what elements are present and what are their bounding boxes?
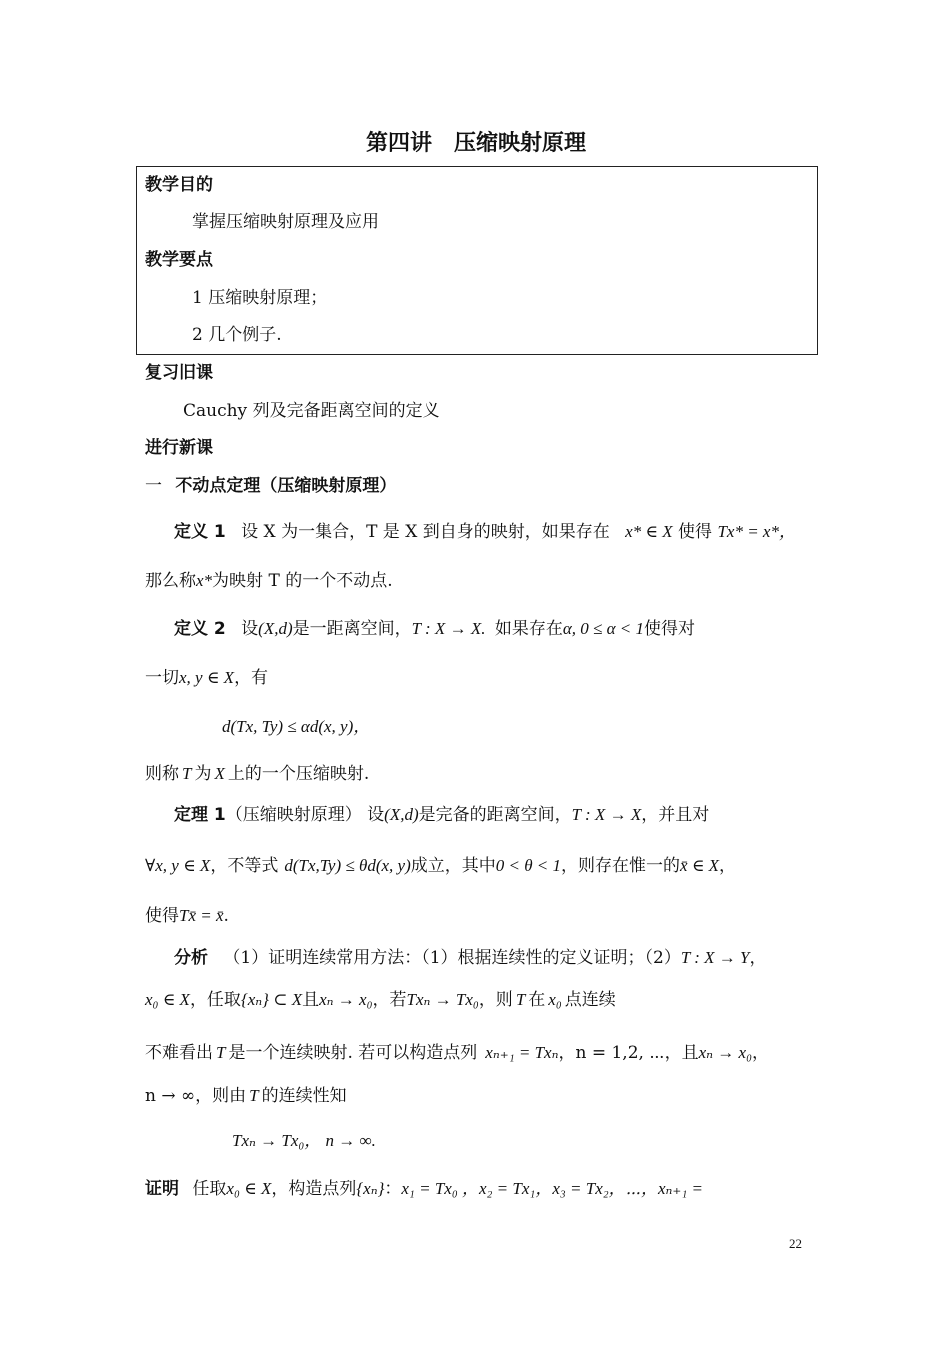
review-text: Cauchy 列及完备距离空间的定义 [183, 401, 440, 421]
def1-label: 定义 1 [174, 522, 226, 542]
def1-math: x* ∈ X [625, 522, 673, 541]
thm1-math: T : X → X [571, 805, 642, 824]
analysis-text: ，n = 1,2, ⋯，且 [558, 1043, 699, 1063]
def1-text: 使得 [678, 522, 713, 542]
analysis-line1 [174, 947, 767, 969]
analysis-text: 不难看出 [145, 1043, 213, 1063]
def2-text: ，有 [234, 668, 269, 688]
proof-math: x₀ ∈ X [226, 1179, 272, 1198]
analysis-text: 是一个连续映射. 若可以构造点列 [228, 1043, 478, 1063]
def2-line3 [145, 763, 369, 785]
def2-label: 定义 2 [174, 619, 226, 639]
analysis-math: xₙ → x₀ [319, 990, 373, 1009]
proof-math: {xₙ} [356, 1179, 385, 1198]
analysis-label: 分析 [174, 948, 208, 968]
analysis-text: ，若 [372, 990, 407, 1010]
thm1-math: 0 < θ < 1 [495, 856, 562, 875]
proof-line1 [145, 1178, 703, 1200]
thm1-line1 [174, 804, 709, 826]
analysis-text: ，任取 [189, 990, 241, 1010]
def2-text: 一切 [145, 668, 179, 688]
def2-text: 使得对 [644, 619, 696, 639]
keypoint-item: 1 压缩映射原理； [192, 288, 328, 308]
def2-text: 如果存在 [494, 619, 563, 639]
thm1-math: (X,d) [384, 805, 419, 824]
def2-text: 设 [241, 619, 259, 639]
def2-math: x, y ∈ X [179, 668, 235, 687]
def2-math: T : X → X. [411, 619, 486, 638]
def1-line2 [145, 570, 393, 592]
thm1-math: ∀x, y ∈ X [145, 856, 211, 875]
analysis-math: xₙ₊₁ = Txₙ [485, 1043, 559, 1062]
def1-text: 那么称 [145, 571, 196, 591]
def2-math: X [214, 764, 225, 783]
thm1-math: x̄ ∈ X [680, 856, 720, 875]
def1-math: x* [196, 571, 213, 590]
analysis-math: T [249, 1086, 259, 1105]
analysis-text: （1）证明连续常用方法：（1）根据连续性的定义证明；（2） [223, 948, 681, 968]
analysis-text: ，则 [478, 990, 513, 1010]
def2-text: 上的一个压缩映射. [227, 764, 370, 784]
analysis-math: x₀ ∈ X [145, 990, 190, 1009]
thm1-label: 定理 1 [174, 805, 226, 825]
page-number: 22 [789, 1236, 802, 1251]
analysis-math: T [515, 990, 526, 1009]
keypoints-heading: 教学要点 [145, 250, 213, 270]
section-number: 一 [145, 476, 162, 496]
thm1-line3 [145, 905, 229, 927]
thm1-text: （压缩映射原理） 设 [225, 805, 385, 825]
analysis-line3 [145, 1042, 769, 1064]
proof-math: x₁ = Tx₀ ，x₂ = Tx₁，x₃ = Tx₂，⋯，xₙ₊₁ = [401, 1179, 703, 1198]
def1-text: 设 X 为一集合，T 是 X 到自身的映射，如果存在 [241, 522, 610, 542]
thm1-text: 使得 [145, 906, 179, 926]
thm1-text: ， [719, 856, 737, 876]
analysis-math: xₙ → x₀ [698, 1043, 753, 1062]
keypoint-item: 2 几个例子. [192, 325, 282, 345]
analysis-formula: Txₙ → Tx₀， n → ∞. [232, 1131, 376, 1150]
proof-text: 任取 [192, 1179, 227, 1199]
def2-text: 为 [194, 764, 212, 784]
analysis-text: ， [749, 948, 767, 968]
analysis-math: Txₙ → Tx₀ [406, 990, 479, 1009]
thm1-math: d(Tx,Ty) ≤ θd(x, y) [284, 856, 411, 875]
def2-line1 [174, 618, 695, 640]
def2-formula: d(Tx, Ty) ≤ αd(x, y)， [222, 717, 371, 736]
def2-line2 [145, 667, 268, 689]
def2-math: T [182, 764, 192, 783]
analysis-text: 的连续性知 [261, 1086, 347, 1106]
def2-text: 则称 [145, 764, 179, 784]
analysis-text: 点连续 [564, 990, 616, 1010]
section-title: 不动点定理（压缩映射原理） [175, 476, 397, 496]
analysis-text: ， [752, 1043, 770, 1063]
proof-label: 证明 [145, 1179, 179, 1199]
analysis-text: n → ∞，则由 [145, 1086, 247, 1106]
thm1-text: 成立，其中 [410, 856, 496, 876]
analysis-text: 且 [302, 990, 320, 1010]
thm1-text: . [223, 906, 229, 926]
def1-math: Tx* = x*， [717, 522, 796, 541]
def2-text: 是一距离空间， [292, 619, 412, 639]
section-heading [145, 475, 396, 497]
thm1-text: 是完备的距离空间， [418, 805, 572, 825]
analysis-math: T : X → Y [680, 948, 750, 967]
thm1-text: ，不等式 [210, 856, 279, 876]
analysis-line2 [145, 989, 616, 1011]
goals-text: 掌握压缩映射原理及应用 [192, 212, 379, 232]
def2-math: (X,d) [258, 619, 293, 638]
review-heading: 复习旧课 [145, 363, 213, 383]
page-title: 第四讲 压缩映射原理 [365, 131, 586, 156]
def2-math: α, 0 ≤ α < 1 [562, 619, 645, 638]
goals-heading: 教学目的 [145, 175, 213, 195]
def1-line1 [174, 521, 796, 543]
analysis-line4 [145, 1085, 347, 1107]
analysis-text: 在 [528, 990, 546, 1010]
def1-text: 为映射 T 的一个不动点. [212, 571, 393, 591]
analysis-math: {xₙ} ⊂ X [240, 990, 303, 1009]
analysis-math: T [216, 1043, 226, 1062]
newlesson-heading: 进行新课 [145, 438, 213, 458]
analysis-math: x₀ [548, 990, 562, 1009]
proof-text: ，构造点列 [271, 1179, 357, 1199]
thm1-line2 [145, 855, 736, 877]
proof-text: ： [384, 1179, 402, 1199]
thm1-text: ，并且对 [641, 805, 710, 825]
thm1-text: ，则存在惟一的 [561, 856, 681, 876]
thm1-math: Tx̄ = x̄ [179, 906, 224, 925]
